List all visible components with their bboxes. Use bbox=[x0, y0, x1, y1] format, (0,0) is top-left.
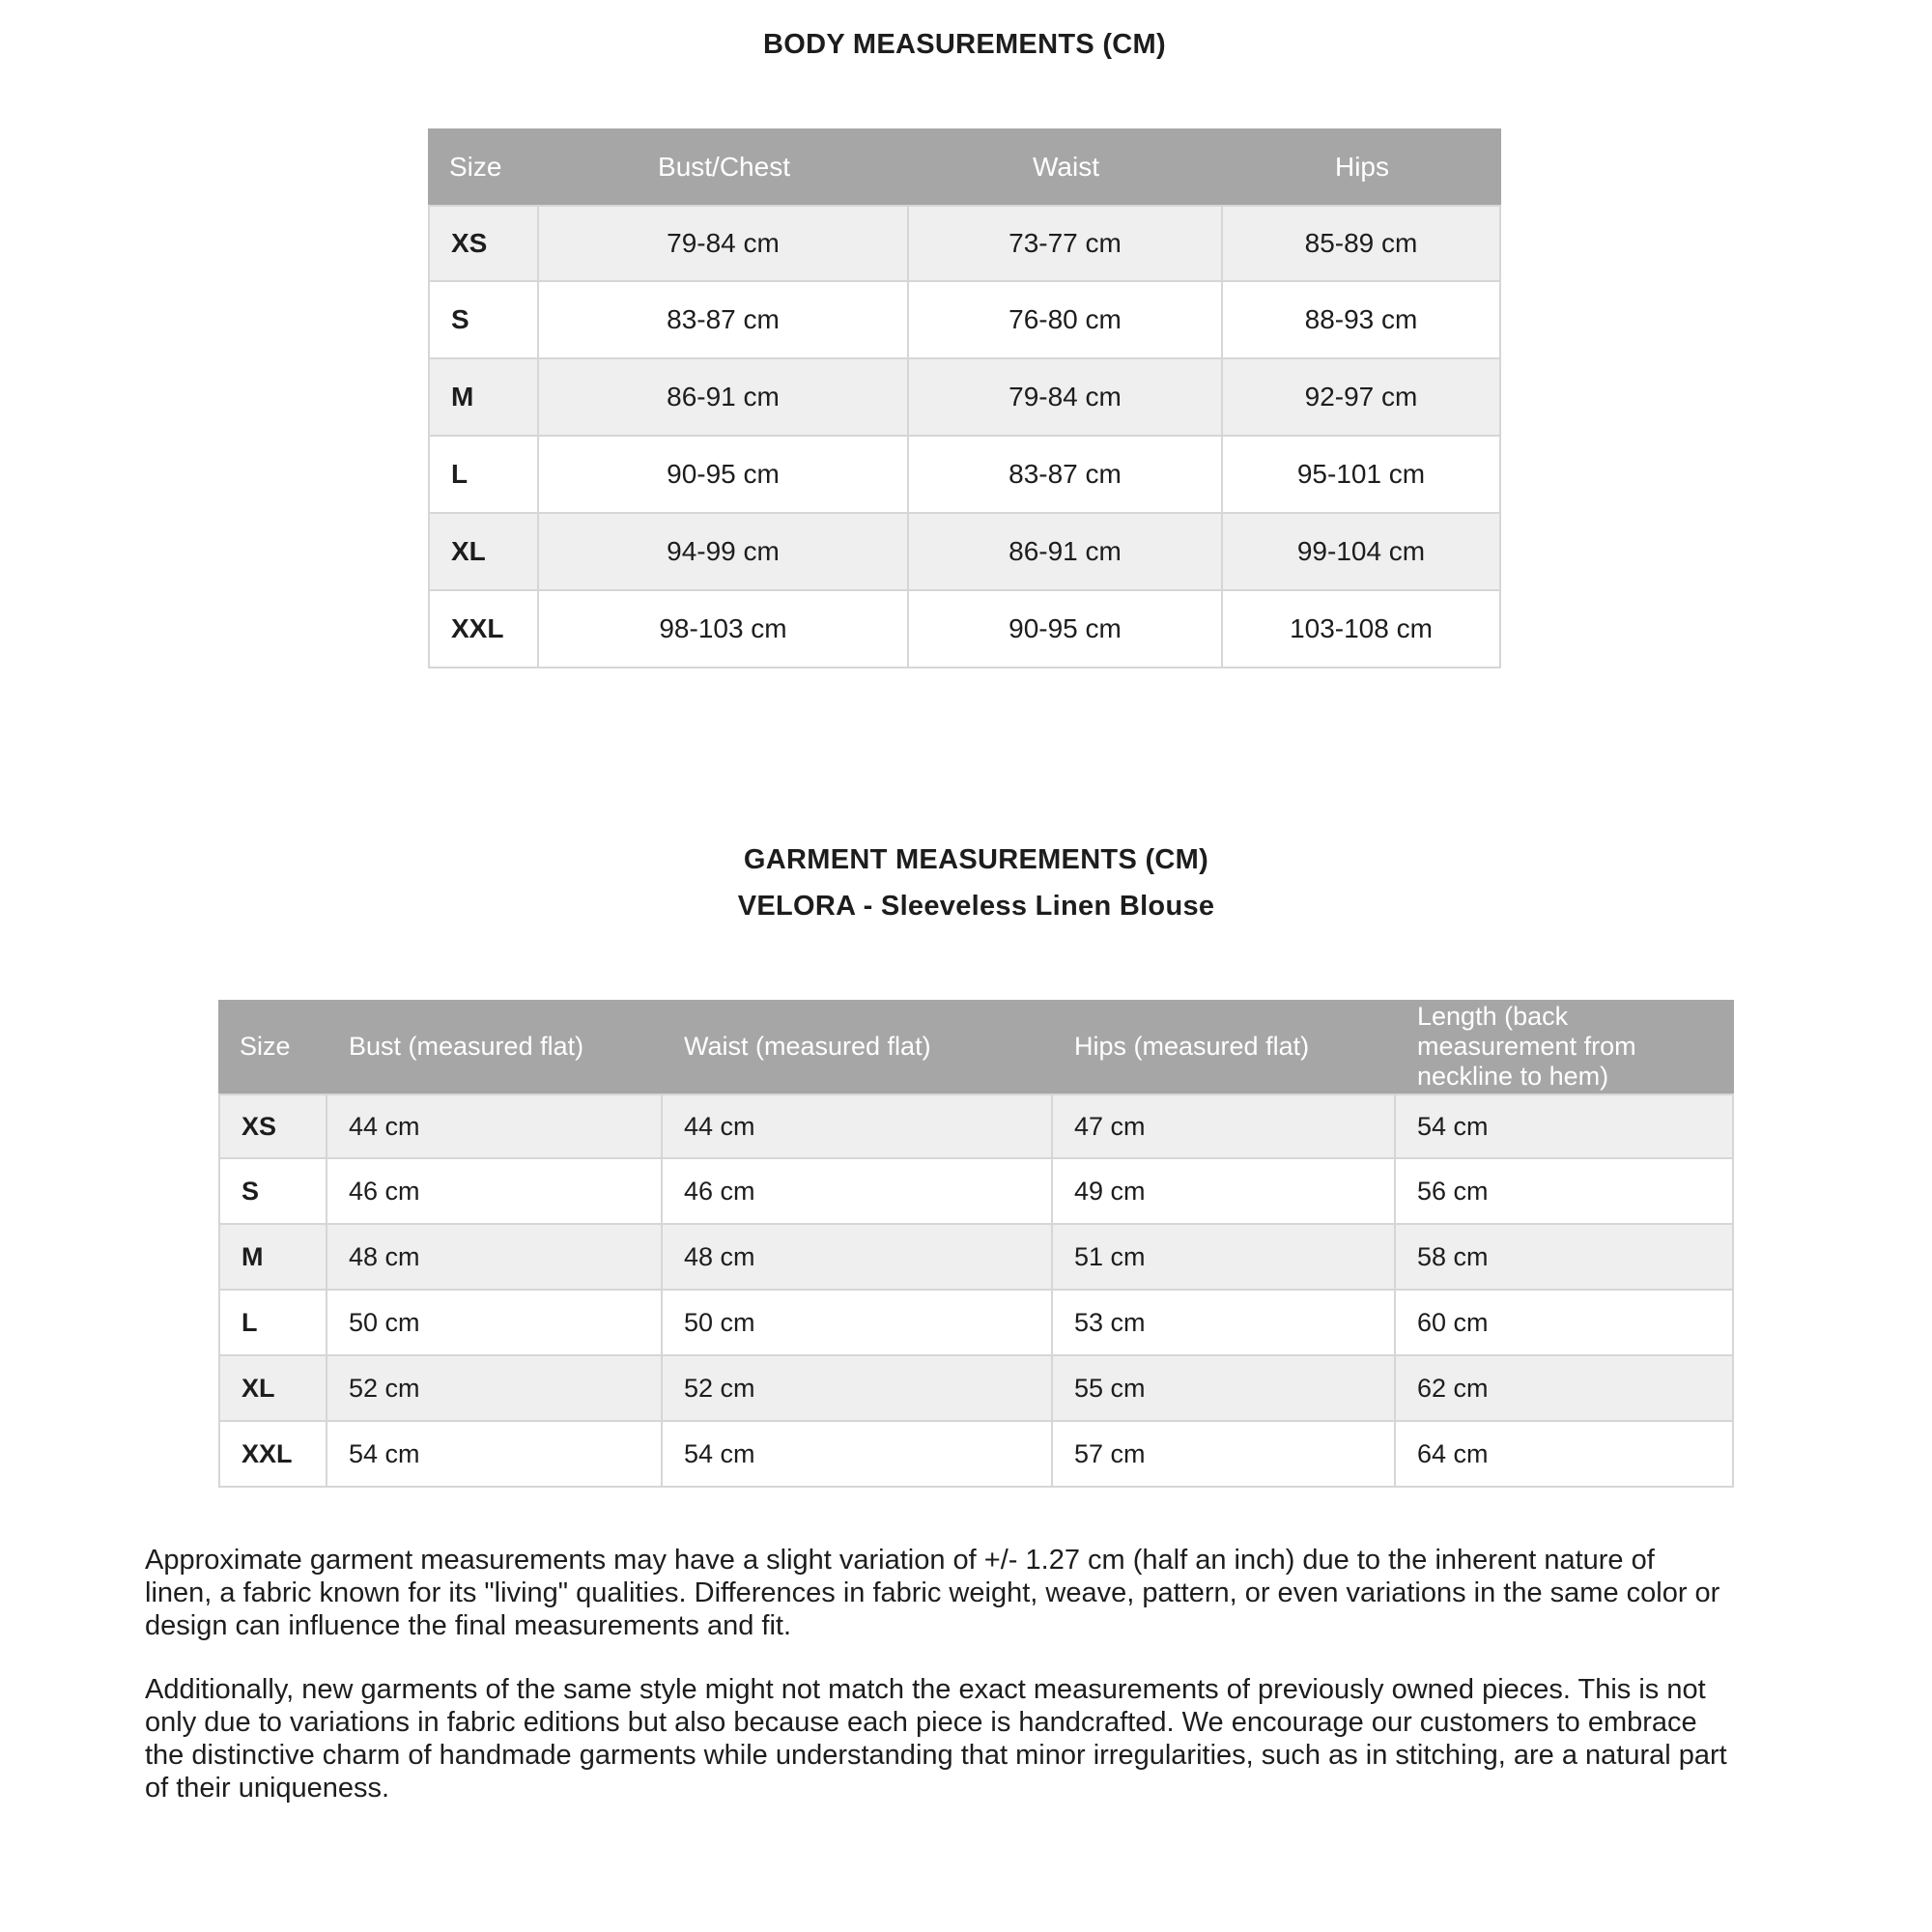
bust-cell: 98-103 cm bbox=[539, 591, 909, 668]
garment-column-header-bust: Bust (measured flat) bbox=[327, 1000, 663, 1094]
length-cell: 64 cm bbox=[1396, 1422, 1734, 1488]
disclaimer-paragraph-variation: Approximate garment measurements may have a slight variation of +/- 1.27 cm (half an inch) due to the inherent nature of linen, a fabric known for its "living" qualities. Differences in fabric weight, weave, pattern, or even variations in the same color or design can influence the final measurements and fit. bbox=[145, 1545, 1720, 1641]
garment-measurements-table bbox=[218, 1000, 1734, 1488]
hips-cell: 103-108 cm bbox=[1223, 591, 1501, 668]
garment-column-header-waist: Waist (measured flat) bbox=[663, 1000, 1053, 1094]
hips-cell: 99-104 cm bbox=[1223, 514, 1501, 591]
waist-cell: 54 cm bbox=[663, 1422, 1053, 1488]
hips-cell: 88-93 cm bbox=[1223, 282, 1501, 359]
body-column-header-bust: Bust/Chest bbox=[539, 128, 909, 205]
garment-measurements-title: GARMENT MEASUREMENTS (CM) bbox=[743, 844, 1209, 875]
size-cell: XXL bbox=[428, 591, 539, 668]
waist-cell: 48 cm bbox=[663, 1225, 1053, 1291]
waist-cell: 86-91 cm bbox=[909, 514, 1223, 591]
hips-cell: 95-101 cm bbox=[1223, 437, 1501, 514]
body-column-header-size: Size bbox=[428, 128, 539, 205]
bust-cell: 83-87 cm bbox=[539, 282, 909, 359]
body-measurements-title: BODY MEASUREMENTS (CM) bbox=[763, 29, 1166, 60]
garment-column-header-hips: Hips (measured flat) bbox=[1053, 1000, 1396, 1094]
hips-cell: 49 cm bbox=[1053, 1159, 1396, 1225]
bust-cell: 54 cm bbox=[327, 1422, 663, 1488]
garment-product-subtitle: VELORA - Sleeveless Linen Blouse bbox=[737, 891, 1215, 922]
disclaimer-notes bbox=[145, 1544, 1729, 1835]
waist-cell: 90-95 cm bbox=[909, 591, 1223, 668]
bust-cell: 90-95 cm bbox=[539, 437, 909, 514]
garment-column-header-length bbox=[1396, 1000, 1734, 1094]
size-cell: XS bbox=[218, 1094, 327, 1159]
size-cell: XL bbox=[218, 1356, 327, 1422]
bust-cell: 94-99 cm bbox=[539, 514, 909, 591]
size-cell: L bbox=[428, 437, 539, 514]
bust-cell: 52 cm bbox=[327, 1356, 663, 1422]
hips-cell: 53 cm bbox=[1053, 1291, 1396, 1356]
size-cell: M bbox=[218, 1225, 327, 1291]
size-cell: M bbox=[428, 359, 539, 437]
waist-cell: 83-87 cm bbox=[909, 437, 1223, 514]
waist-cell: 76-80 cm bbox=[909, 282, 1223, 359]
size-cell: XXL bbox=[218, 1422, 327, 1488]
size-cell: S bbox=[428, 282, 539, 359]
waist-cell: 52 cm bbox=[663, 1356, 1053, 1422]
size-cell: S bbox=[218, 1159, 327, 1225]
hips-cell: 92-97 cm bbox=[1223, 359, 1501, 437]
bust-cell: 86-91 cm bbox=[539, 359, 909, 437]
length-cell: 62 cm bbox=[1396, 1356, 1734, 1422]
garment-column-header-length-label: Length (back measurement from neckline to hem) bbox=[1417, 1002, 1636, 1091]
length-cell: 58 cm bbox=[1396, 1225, 1734, 1291]
size-cell: L bbox=[218, 1291, 327, 1356]
length-cell: 60 cm bbox=[1396, 1291, 1734, 1356]
waist-cell: 50 cm bbox=[663, 1291, 1053, 1356]
bust-cell: 44 cm bbox=[327, 1094, 663, 1159]
hips-cell: 57 cm bbox=[1053, 1422, 1396, 1488]
bust-cell: 50 cm bbox=[327, 1291, 663, 1356]
hips-cell: 55 cm bbox=[1053, 1356, 1396, 1422]
bust-cell: 79-84 cm bbox=[539, 205, 909, 282]
body-column-header-waist: Waist bbox=[909, 128, 1223, 205]
hips-cell: 51 cm bbox=[1053, 1225, 1396, 1291]
bust-cell: 48 cm bbox=[327, 1225, 663, 1291]
length-cell: 54 cm bbox=[1396, 1094, 1734, 1159]
garment-column-header-size: Size bbox=[218, 1000, 327, 1094]
bust-cell: 46 cm bbox=[327, 1159, 663, 1225]
size-cell: XL bbox=[428, 514, 539, 591]
waist-cell: 79-84 cm bbox=[909, 359, 1223, 437]
waist-cell: 46 cm bbox=[663, 1159, 1053, 1225]
body-measurements-table bbox=[428, 128, 1501, 668]
size-cell: XS bbox=[428, 205, 539, 282]
waist-cell: 73-77 cm bbox=[909, 205, 1223, 282]
hips-cell: 47 cm bbox=[1053, 1094, 1396, 1159]
body-column-header-hips: Hips bbox=[1223, 128, 1501, 205]
hips-cell: 85-89 cm bbox=[1223, 205, 1501, 282]
length-cell: 56 cm bbox=[1396, 1159, 1734, 1225]
waist-cell: 44 cm bbox=[663, 1094, 1053, 1159]
disclaimer-paragraph-handmade: Additionally, new garments of the same style might not match the exact measurements of previously owned pieces. This is not only due to variations in fabric editions but also because each piece is handcrafted. We encourage our customers to embrace the distinctive charm of handmade garments while understanding that minor irregularities, such as in stitching, are a natural part of their uniqueness. bbox=[145, 1674, 1727, 1804]
